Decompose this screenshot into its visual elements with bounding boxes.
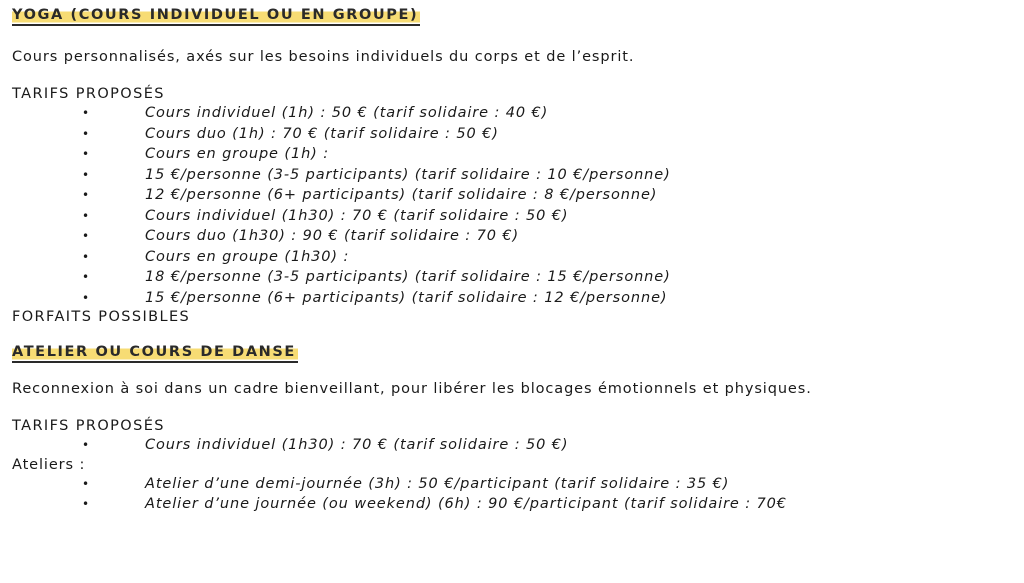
list-item: • Atelier d’une journée (ou weekend) (6h) : 90 €/participant (tarif solidaire : 70€ bbox=[12, 494, 1016, 515]
list-item: • Cours individuel (1h30) : 70 € (tarif solidaire : 50 €) bbox=[12, 206, 1016, 227]
bullet-icon: • bbox=[82, 188, 90, 202]
list-item: • Cours individuel (1h) : 50 € (tarif solidaire : 40 €) bbox=[12, 103, 1016, 124]
bullet-icon: • bbox=[82, 476, 90, 491]
bullet-icon: • bbox=[82, 147, 90, 161]
bullet-icon: • bbox=[82, 270, 90, 284]
danse-section-title: ATELIER OU COURS DE DANSE bbox=[12, 343, 298, 363]
list-item: • 15 €/personne (3-5 participants) (tarif solidaire : 10 €/personne) bbox=[12, 165, 1016, 186]
danse-ateliers-list bbox=[12, 474, 1016, 515]
danse-tarifs-list bbox=[12, 435, 1016, 456]
list-item: • Cours duo (1h30) : 90 € (tarif solidaire : 70 €) bbox=[12, 226, 1016, 247]
bullet-icon: • bbox=[82, 290, 90, 305]
list-item: • 18 €/personne (3-5 participants) (tarif solidaire : 15 €/personne) bbox=[12, 267, 1016, 288]
list-item: • Cours individuel (1h30) : 70 € (tarif solidaire : 50 €) bbox=[12, 435, 1016, 456]
yoga-section-title: YOGA (COURS INDIVIDUEL OU EN GROUPE) bbox=[12, 6, 420, 26]
list-item: • 12 €/personne (6+ participants) (tarif solidaire : 8 €/personne) bbox=[12, 185, 1016, 206]
yoga-tarifs-label: TARIFS PROPOSÉS bbox=[12, 86, 165, 102]
bullet-icon: • bbox=[82, 167, 90, 182]
document-page bbox=[12, 6, 1016, 515]
danse-ateliers-label: Ateliers : bbox=[12, 456, 86, 473]
danse-description: Reconnexion à soi dans un cadre bienveillant, pour libérer les blocages émotionnels et physiques. bbox=[12, 381, 812, 397]
yoga-forfaits-label: FORFAITS POSSIBLES bbox=[12, 309, 191, 325]
bullet-icon: • bbox=[82, 497, 90, 511]
yoga-description: Cours personnalisés, axés sur les besoins individuels du corps et de l’esprit. bbox=[12, 49, 635, 65]
list-item: • 15 €/personne (6+ participants) (tarif solidaire : 12 €/personne) bbox=[12, 288, 1016, 309]
list-item: • Cours en groupe (1h30) : bbox=[12, 247, 1016, 268]
danse-tarifs-label: TARIFS PROPOSÉS bbox=[12, 418, 165, 434]
bullet-icon: • bbox=[82, 438, 90, 452]
bullet-icon: • bbox=[82, 106, 90, 120]
bullet-icon: • bbox=[82, 229, 90, 243]
list-item: • Atelier d’une demi-journée (3h) : 50 €/participant (tarif solidaire : 35 €) bbox=[12, 474, 1016, 495]
bullet-icon: • bbox=[82, 208, 90, 223]
list-item: • Cours duo (1h) : 70 € (tarif solidaire : 50 €) bbox=[12, 124, 1016, 145]
list-item: • Cours en groupe (1h) : bbox=[12, 144, 1016, 165]
yoga-tarifs-list bbox=[12, 103, 1016, 308]
bullet-icon: • bbox=[82, 126, 90, 141]
bullet-icon: • bbox=[82, 249, 90, 264]
